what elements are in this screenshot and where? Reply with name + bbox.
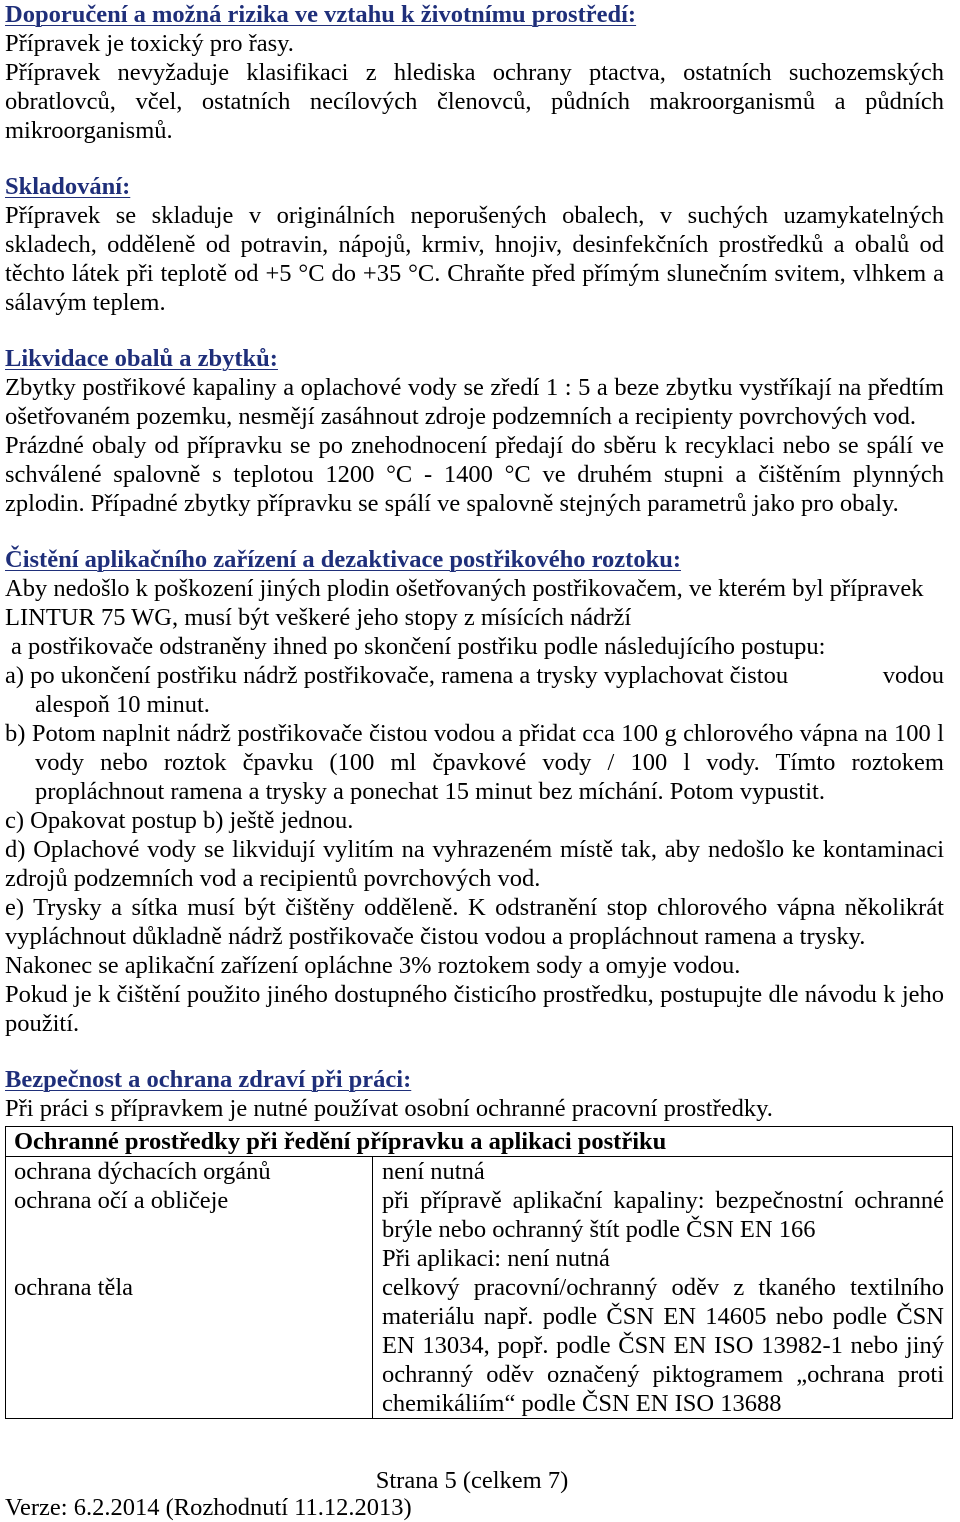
section-storage — [5, 172, 944, 317]
step-marker: c) — [5, 807, 25, 834]
step-marker: d) — [5, 836, 26, 863]
table-row — [6, 1273, 953, 1419]
section-disposal — [5, 344, 944, 518]
page-number: Strana 5 (celkem 7) — [375, 1467, 569, 1494]
section-heading: Bezpečnost a ochrana zdraví při práci: — [5, 1066, 412, 1093]
step-text: Opakovat postup b) ještě jednou. — [30, 807, 354, 834]
table-row — [6, 1186, 953, 1273]
step-text-right: vodou — [882, 662, 944, 689]
protection-label: ochrana těla — [6, 1273, 373, 1419]
paragraph: Prázdné obaly od přípravku se po znehodnocení předají do sběru k recyklaci nebo se spálí ve schválené spalovně s teplotou 1200 °C - 1400 °C ve druhém stupni a čištěním plynných zplodin. Případné zbytky přípravku se spálí ve spalovně stejných parametrů jako pro obaly. — [5, 432, 944, 517]
protection-value — [373, 1273, 953, 1419]
section-safety — [5, 1065, 944, 1419]
step-text: po ukončení postřiku nádrž postřikovače, ramena a trysky vyplachovat čistou — [30, 662, 789, 689]
protection-value-text: při přípravě aplikační kapaliny: bezpečnostní ochranné brýle nebo ochranný štít podle ČSN EN 166 — [382, 1187, 944, 1243]
protection-label: ochrana očí a obličeje — [6, 1186, 373, 1273]
table-title: Ochranné prostředky při ředění přípravku a aplikaci postřiku — [6, 1127, 953, 1157]
version-info: Verze: 6.2.2014 (Rozhodnutí 11.12.2013) — [5, 1494, 412, 1521]
step-marker: b) — [5, 720, 26, 747]
step-marker: a) — [5, 662, 25, 689]
step-text: Trysky a sítka musí být čištěny odděleně. K odstranění stop chlorového vápna několikrát vypláchnout důkladně nádrž postřikovače čistou vodou a propláchnout ramena a trysky. — [5, 894, 944, 950]
step-first-line — [5, 661, 944, 690]
intro-line: Aby nedošlo k poškození jiných plodin ošetřovaných postřikovačem, ve kterém byl přípravek — [5, 575, 924, 602]
protection-value — [373, 1157, 953, 1187]
section-cleaning — [5, 545, 944, 1038]
step-text: Potom naplnit nádrž postřikovače čistou vodou a přidat cca 100 g chlorového vápna na 100 l vody nebo roztok čpavku (100 ml čpavkové vody / 100 l vody. Tímto roztokem propláchnout ramena a trysky a ponechat 15 minut bez míchání. Potom vypustit. — [31, 720, 945, 805]
protection-value-text: Při aplikaci: není nutná — [382, 1245, 610, 1272]
intro-line: a postřikovače odstraněny ihned po skončení postřiku podle následujícího postupu: — [11, 633, 826, 660]
intro-line: LINTUR 75 WG, musí být veškeré jeho stopy z mísících nádrží — [5, 604, 632, 631]
section-heading: Skladování: — [5, 173, 131, 200]
protection-value-text: není nutná — [382, 1158, 485, 1185]
step-continuation: alespoň 10 minut. — [35, 691, 210, 718]
table-row — [6, 1157, 953, 1187]
step-text: Oplachové vody se likvidují vylitím na vyhrazeném místě tak, aby nedošlo ke kontaminaci zdrojů podzemních vod a recipientů povrchových vod. — [5, 836, 945, 892]
cleaning-step-d — [5, 835, 944, 893]
step-text-left — [5, 661, 788, 690]
paragraph: Přípravek nevyžaduje klasifikaci z hlediska ochrany ptactva, ostatních suchozemských obratlovců, včel, ostatních necílových členovců, půdních makroorganismů a půdních mikroorganismů. — [5, 59, 944, 144]
section-heading: Doporučení a možná rizika ve vztahu k životnímu prostředí: — [5, 1, 637, 28]
cleaning-step-a — [5, 661, 944, 719]
protection-value-text: celkový pracovní/ochranný oděv z tkaného textilního materiálu např. podle ČSN EN 14605 nebo podle ČSN EN 13034, popř. podle ČSN EN ISO 13982-1 nebo jiný ochranný oděv označený piktogramem „ochrana proti chemikáliím“ podle ČSN EN ISO 13688 — [382, 1274, 944, 1417]
protection-table — [5, 1126, 953, 1419]
paragraph: Zbytky postřikové kapaliny a oplachové vody se zředí 1 : 5 a beze zbytku vystříkají na předtím ošetřovaném pozemku, nesmějí zasáhnout zdroje podzemních a recipienty povrchových vod. — [5, 374, 944, 430]
table-title-row — [6, 1127, 953, 1157]
section-heading: Likvidace obalů a zbytků: — [5, 345, 278, 372]
protection-value — [373, 1186, 953, 1273]
section-environment — [5, 0, 944, 145]
cleaning-step-b — [5, 719, 944, 806]
paragraph: Při práci s přípravkem je nutné používat osobní ochranné pracovní prostředky. — [5, 1095, 773, 1122]
section-heading: Čistění aplikačního zařízení a dezaktivace postřikového roztoku: — [5, 546, 681, 573]
paragraph: Nakonec se aplikační zařízení opláchne 3% roztokem sody a omyje vodou. — [5, 952, 741, 979]
protection-label: ochrana dýchacích orgánů — [6, 1157, 373, 1187]
paragraph: Pokud je k čištění použito jiného dostupného čisticího prostředku, postupujte dle návodu k jeho použití. — [5, 981, 944, 1037]
paragraph: Přípravek je toxický pro řasy. — [5, 30, 294, 57]
cleaning-step-c — [5, 806, 944, 835]
cleaning-step-e — [5, 893, 944, 951]
step-marker: e) — [5, 894, 25, 921]
paragraph: Přípravek se skladuje v originálních neporušených obalech, v suchých uzamykatelných skladech, odděleně od potravin, nápojů, krmiv, hnojiv, desinfekčních prostředků a obalů od těchto látek při teplotě od +5 °C do +35 °C. Chraňte před přímým slunečním svitem, vlhkem a sálavým teplem. — [5, 202, 944, 316]
